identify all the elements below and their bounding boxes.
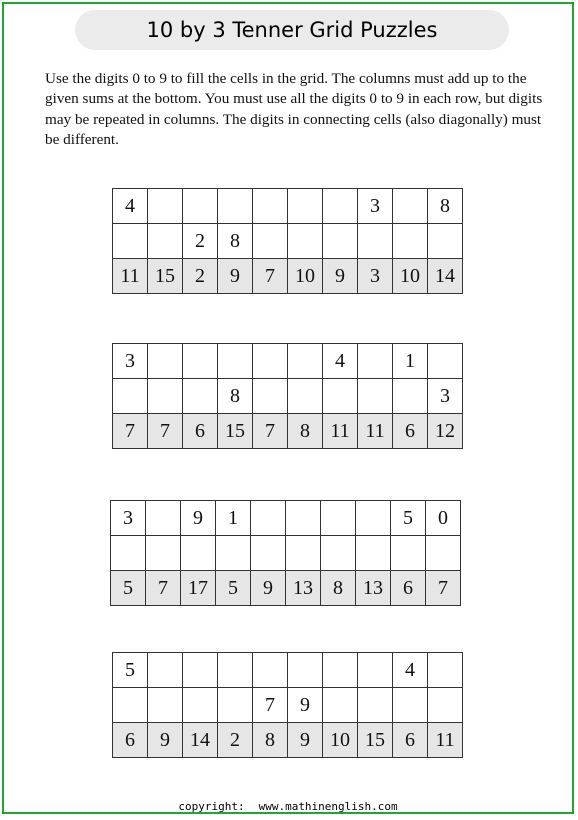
tenner-grid-puzzle-1 [112, 188, 463, 294]
grid-cell[interactable] [356, 501, 391, 536]
column-sum-cell: 6 [391, 571, 426, 606]
column-sum-cell: 2 [183, 259, 218, 294]
copyright-label: copyright: [178, 800, 245, 813]
grid-row [113, 344, 463, 379]
grid-cell[interactable] [146, 536, 181, 571]
grid-cell[interactable] [358, 344, 393, 379]
column-sum-cell: 12 [428, 414, 463, 449]
grid-cell: 9 [288, 688, 323, 723]
grid-cell[interactable] [146, 501, 181, 536]
sum-row [111, 571, 461, 606]
grid-row [113, 189, 463, 224]
grid-cell: 8 [428, 189, 463, 224]
grid-cell: 8 [218, 224, 253, 259]
grid-cell[interactable] [428, 224, 463, 259]
grid-cell[interactable] [323, 224, 358, 259]
column-sum-cell: 9 [251, 571, 286, 606]
grid-cell: 7 [253, 688, 288, 723]
column-sum-cell: 5 [216, 571, 251, 606]
grid-row [111, 501, 461, 536]
grid-cell[interactable] [253, 344, 288, 379]
grid-cell[interactable] [321, 536, 356, 571]
column-sum-cell: 9 [323, 259, 358, 294]
column-sum-cell: 14 [183, 723, 218, 758]
grid-cell: 1 [216, 501, 251, 536]
grid-cell[interactable] [358, 224, 393, 259]
grid-cell[interactable] [288, 379, 323, 414]
grid-cell[interactable] [253, 653, 288, 688]
grid-cell[interactable] [393, 224, 428, 259]
grid-cell[interactable] [113, 224, 148, 259]
column-sum-cell: 15 [218, 414, 253, 449]
column-sum-cell: 6 [393, 414, 428, 449]
page-title: 10 by 3 Tenner Grid Puzzles [146, 18, 438, 42]
column-sum-cell: 10 [288, 259, 323, 294]
grid-cell[interactable] [218, 344, 253, 379]
column-sum-cell: 14 [428, 259, 463, 294]
column-sum-cell: 5 [111, 571, 146, 606]
grid-cell[interactable] [253, 224, 288, 259]
grid-cell: 3 [113, 344, 148, 379]
instructions-text: Use the digits 0 to 9 to fill the cells in the grid. The columns must add up to the given sums at the bottom. You must use all the digits 0 to 9 in each row, but digits may be repeated in columns. The digits in connecting cells (also diagonally) must be different. [45, 70, 543, 149]
title-bar [75, 10, 509, 50]
grid-cell[interactable] [323, 688, 358, 723]
grid-cell[interactable] [288, 189, 323, 224]
grid-cell: 3 [358, 189, 393, 224]
column-sum-cell: 15 [148, 259, 183, 294]
grid-cell[interactable] [218, 189, 253, 224]
grid-cell[interactable] [148, 344, 183, 379]
column-sum-cell: 6 [183, 414, 218, 449]
worksheet-page [2, 2, 574, 814]
grid-cell[interactable] [148, 653, 183, 688]
grid-cell: 8 [218, 379, 253, 414]
column-sum-cell: 9 [218, 259, 253, 294]
grid-cell[interactable] [113, 688, 148, 723]
sum-row [113, 259, 463, 294]
grid-cell[interactable] [148, 224, 183, 259]
grid-cell: 5 [113, 653, 148, 688]
grid-cell: 4 [323, 344, 358, 379]
grid-cell[interactable] [148, 688, 183, 723]
column-sum-cell: 3 [358, 259, 393, 294]
grid-cell[interactable] [356, 536, 391, 571]
column-sum-cell: 6 [113, 723, 148, 758]
sum-row [113, 414, 463, 449]
column-sum-cell: 7 [253, 259, 288, 294]
grid-cell[interactable] [428, 344, 463, 379]
grid-cell[interactable] [218, 688, 253, 723]
column-sum-cell: 7 [113, 414, 148, 449]
grid-cell[interactable] [358, 688, 393, 723]
grid-row [113, 379, 463, 414]
grid-cell[interactable] [288, 224, 323, 259]
grid-cell[interactable] [321, 501, 356, 536]
grid-cell[interactable] [428, 653, 463, 688]
column-sum-cell: 8 [253, 723, 288, 758]
grid-cell[interactable] [216, 536, 251, 571]
grid-cell: 3 [111, 501, 146, 536]
column-sum-cell: 7 [148, 414, 183, 449]
grid-cell[interactable] [183, 688, 218, 723]
grid-cell[interactable] [391, 536, 426, 571]
grid-cell[interactable] [111, 536, 146, 571]
column-sum-cell: 7 [426, 571, 461, 606]
column-sum-cell: 7 [146, 571, 181, 606]
column-sum-cell: 11 [358, 414, 393, 449]
grid-row [111, 536, 461, 571]
grid-cell[interactable] [286, 536, 321, 571]
grid-cell[interactable] [286, 501, 321, 536]
grid-cell[interactable] [288, 344, 323, 379]
grid-cell[interactable] [181, 536, 216, 571]
column-sum-cell: 9 [288, 723, 323, 758]
column-sum-cell: 10 [323, 723, 358, 758]
grid-cell: 3 [428, 379, 463, 414]
column-sum-cell: 7 [253, 414, 288, 449]
column-sum-cell: 8 [321, 571, 356, 606]
column-sum-cell: 15 [358, 723, 393, 758]
grid-cell[interactable] [183, 379, 218, 414]
grid-cell[interactable] [183, 344, 218, 379]
grid-cell: 5 [391, 501, 426, 536]
column-sum-cell: 17 [181, 571, 216, 606]
copyright-footer [4, 800, 572, 813]
grid-cell[interactable] [113, 379, 148, 414]
grid-cell[interactable] [323, 653, 358, 688]
column-sum-cell: 13 [356, 571, 391, 606]
column-sum-cell: 2 [218, 723, 253, 758]
grid-cell[interactable] [358, 653, 393, 688]
tenner-grid-puzzle-3 [110, 500, 461, 606]
grid-cell[interactable] [148, 189, 183, 224]
column-sum-cell: 8 [288, 414, 323, 449]
grid-cell[interactable] [253, 379, 288, 414]
grid-cell[interactable] [323, 379, 358, 414]
grid-cell[interactable] [288, 653, 323, 688]
column-sum-cell: 11 [428, 723, 463, 758]
grid-row [113, 653, 463, 688]
grid-cell[interactable] [251, 536, 286, 571]
grid-cell[interactable] [358, 379, 393, 414]
column-sum-cell: 6 [393, 723, 428, 758]
grid-cell[interactable] [253, 189, 288, 224]
column-sum-cell: 11 [113, 259, 148, 294]
grid-cell: 0 [426, 501, 461, 536]
grid-cell[interactable] [393, 189, 428, 224]
grid-cell: 1 [393, 344, 428, 379]
grid-cell: 9 [181, 501, 216, 536]
column-sum-cell: 9 [148, 723, 183, 758]
column-sum-cell: 11 [323, 414, 358, 449]
grid-cell[interactable] [183, 653, 218, 688]
grid-row [113, 688, 463, 723]
column-sum-cell: 13 [286, 571, 321, 606]
grid-row [113, 224, 463, 259]
grid-cell[interactable] [323, 189, 358, 224]
grid-cell[interactable] [428, 688, 463, 723]
tenner-grid-puzzle-4 [112, 652, 463, 758]
grid-cell[interactable] [218, 653, 253, 688]
website-link[interactable]: www.mathinenglish.com [258, 800, 398, 813]
grid-cell[interactable] [183, 189, 218, 224]
grid-cell[interactable] [251, 501, 286, 536]
grid-cell: 2 [183, 224, 218, 259]
grid-cell[interactable] [393, 379, 428, 414]
tenner-grid-puzzle-2 [112, 343, 463, 449]
grid-cell[interactable] [426, 536, 461, 571]
grid-cell: 4 [113, 189, 148, 224]
grid-cell: 4 [393, 653, 428, 688]
column-sum-cell: 10 [393, 259, 428, 294]
grid-cell[interactable] [148, 379, 183, 414]
sum-row [113, 723, 463, 758]
grid-cell[interactable] [393, 688, 428, 723]
